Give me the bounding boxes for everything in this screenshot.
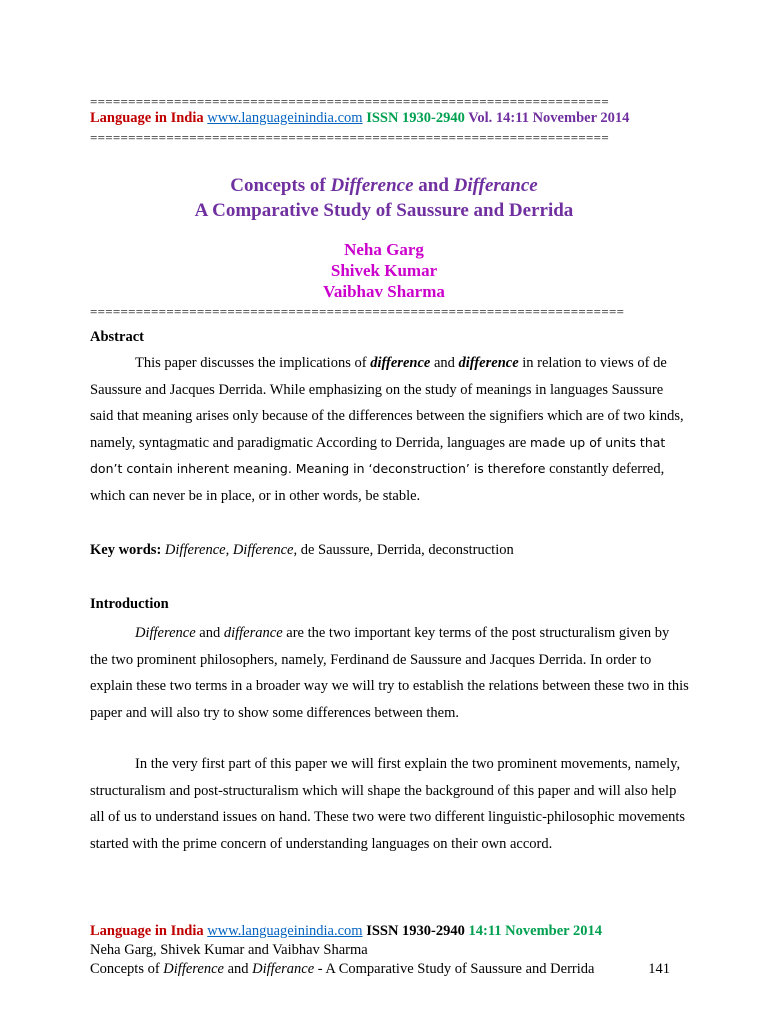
title-term-difference: Difference xyxy=(330,175,414,196)
intro-term-differance: differance xyxy=(223,625,283,641)
abstract-term-difference: difference xyxy=(370,355,431,371)
author-3: Vaibhav Sharma xyxy=(323,282,445,301)
header-volume: Vol. 14:11 November 2014 xyxy=(468,110,630,126)
footer-issue: 14:11 November 2014 xyxy=(468,923,602,939)
footer-journal-link[interactable]: www.languageinindia.com xyxy=(207,923,363,939)
introduction-paragraph-1 xyxy=(90,620,690,726)
header-journal-name: Language in India xyxy=(90,110,204,126)
header-separator-bottom: ==================================================================== xyxy=(90,130,609,145)
footer-title-line xyxy=(90,960,670,979)
page-number: 141 xyxy=(648,961,670,977)
abstract-term-difference-2: difference xyxy=(458,355,519,371)
abstract-text: constantly deferred, which can never be in place, or in other words, be stable. xyxy=(90,461,665,504)
footer-title-text: Concepts of xyxy=(90,961,164,977)
footer-authors: Neha Garg, Shivek Kumar and Vaibhav Sharma xyxy=(90,942,368,958)
author-1: Neha Garg xyxy=(344,240,424,259)
abstract-text: in relation to views of de Saussure and Jacques Derrida. While emphasizing on the study of meanings in languages Saussure said that meaning arises only because of the differences between the signifiers which are of two kinds, namely, syntagmatic and paradigmatic According to Derrida, languages are xyxy=(90,355,684,451)
header-journal-link[interactable]: www.languageinindia.com xyxy=(207,110,363,126)
footer-title-text: and xyxy=(223,961,253,977)
abstract-paragraph xyxy=(90,350,690,510)
keywords xyxy=(90,537,690,564)
journal-header xyxy=(90,110,629,127)
title-text: and xyxy=(413,175,454,196)
intro-text: are the two important key terms of the post structuralism given by the two prominent philosophers, namely, Ferdinand de Saussure and Jacques Derrida. In order to explain these two terms in a broader way we will try to establish the relations between these two in this paper and will also try to show some differences between them. xyxy=(90,625,689,721)
keywords-list: , de Saussure, Derrida, deconstruction xyxy=(293,542,514,558)
footer-title-text: - A Comparative Study of Saussure and Derrida xyxy=(314,961,595,977)
header-issn: ISSN 1930-2940 xyxy=(366,110,465,126)
abstract-heading: Abstract xyxy=(90,329,144,345)
abstract-text: This paper discusses the implications of xyxy=(135,355,371,371)
footer-title-term-2: Differance xyxy=(252,961,315,977)
title-term-differance: Differance xyxy=(453,175,538,196)
introduction-paragraph-2 xyxy=(90,751,690,857)
title-text: Concepts of xyxy=(230,175,331,196)
intro-text: and xyxy=(195,625,224,641)
author-separator: ====================================================================== xyxy=(90,304,625,319)
intro-text-2: In the very first part of this paper we will first explain the two prominent movements, namely, structuralism and post-structuralism which will shape the background of this paper and will also help all of us to understand issues on hand. These two were two different linguistic-philosophic movements started with the prime concern of understanding languages on their own accord. xyxy=(90,756,686,852)
keywords-label: Key words: xyxy=(90,542,162,558)
abstract-text-alt-font: made up of units that don’t contain inherent meaning. Meaning in ‘deconstruction’ is therefore xyxy=(90,434,666,477)
intro-term-difference: Difference xyxy=(135,625,196,641)
footer-title-term: Difference xyxy=(163,961,224,977)
keywords-italic: Difference, Difference xyxy=(161,542,294,558)
abstract-text: and xyxy=(430,355,459,371)
footer-issn: ISSN 1930-2940 xyxy=(366,923,465,939)
footer-journal-line xyxy=(90,922,670,941)
paper-title-line1 xyxy=(0,175,768,197)
footer-journal-name: Language in India xyxy=(90,923,204,939)
introduction-heading: Introduction xyxy=(90,596,169,612)
paper-title-line2: A Comparative Study of Saussure and Derrida xyxy=(194,200,574,221)
header-separator-top: ==================================================================== xyxy=(90,94,609,109)
author-2: Shivek Kumar xyxy=(330,261,438,280)
